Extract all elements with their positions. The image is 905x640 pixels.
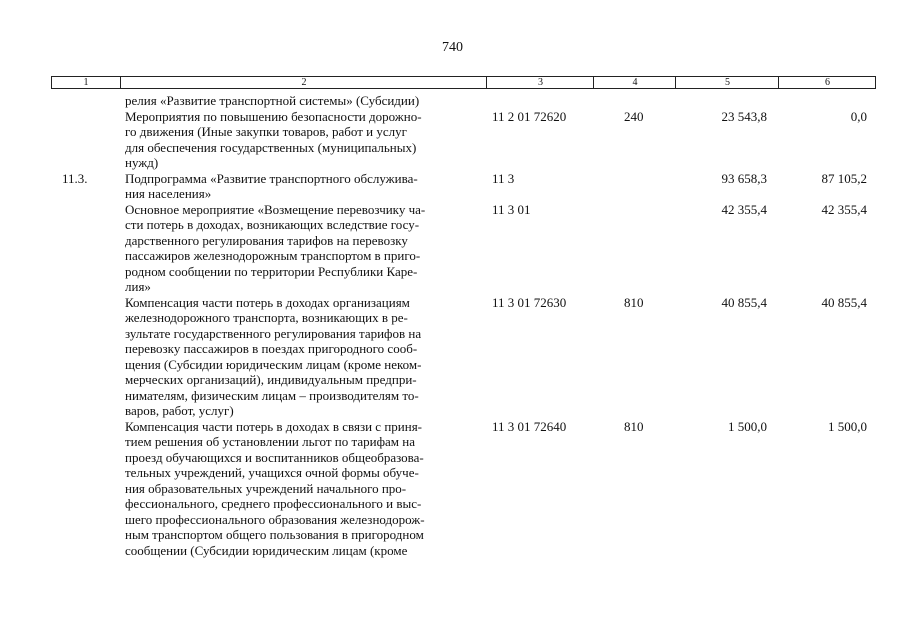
row-description-line: Мероприятия по повышению безопасности дорожно- [125,108,422,124]
row-description-line: Компенсация части потерь в доходах организациям [125,294,410,310]
row-expense-type: 240 [624,108,644,124]
row-description-line: щения (Субсидии юридическим лицам (кроме неком- [125,356,422,372]
header-col-2: 2 [120,77,487,88]
row-description-line: лия» [125,279,151,294]
row-description-line: тием решения об установлении льгот по тарифам на [125,434,415,449]
row-expense-type: 810 [624,418,644,434]
row-value-col5: 93 658,3 [721,170,767,186]
row-code: 11 3 01 [492,201,531,217]
row-description-line: сти потерь в доходах, возникающих вследствие госу- [125,217,420,232]
row-description-line: ным транспортом общего пользования в пригородном [125,527,424,542]
row-description-line: шего профессионального образования железнодорож- [125,511,425,527]
row-value-col5: 1 500,0 [728,418,767,434]
row-description-line: перевозку пассажиров в поездах пригородного сооб- [125,341,418,356]
row-description-line: родном сообщении по территории Республики Каре- [125,263,418,279]
row-code: 11 3 01 72630 [492,294,567,310]
row-description-line: тельных учреждений, учащихся очной формы обуче- [125,465,419,480]
row-value-col5: 40 855,4 [721,294,767,310]
row-description-line: дарственного регулирования тарифов на перевозку [125,232,408,248]
row-description-line: релия «Развитие транспортной системы» (Субсидии) [125,93,420,108]
row-description-line: пассажиров железнодорожным транспортом в приго- [125,248,421,263]
row-description-line: фессионального, среднего профессионального и выс- [125,496,422,511]
row-code: 11 3 [492,170,515,186]
row-description-line: ния образовательных учреждений начального про- [125,480,407,496]
row-description-line: мерческих организаций), индивидуальным предпри- [125,372,417,387]
row-description-line: го движения (Иные закупки товаров, работ и услуг [125,124,407,139]
row-code: 11 3 01 72640 [492,418,567,434]
row-description-line: для обеспечения государственных (муниципальных) [125,139,417,155]
row-description-line: сообщении (Субсидии юридическим лицам (кроме [125,542,408,558]
row-value-col6: 0,0 [850,108,867,124]
header-col-5: 5 [675,77,779,88]
row-value-col5: 42 355,4 [721,201,767,217]
header-col-6: 6 [778,77,876,88]
row-code: 11 2 01 72620 [492,108,567,124]
row-value-col6: 87 105,2 [821,170,867,186]
table-header [51,76,876,89]
row-number: 11.3. [62,170,88,186]
header-col-1: 1 [83,77,89,88]
page-number: 740 [442,40,463,55]
row-description-line: нимателям, физическим лицам – производителям то- [125,387,419,403]
row-description-line: нужд) [125,155,159,170]
header-col-3: 3 [486,77,594,88]
row-description-line: Подпрограмма «Развитие транспортного обслужива- [125,170,418,186]
row-value-col6: 42 355,4 [821,201,867,217]
row-description-line: варов, работ, услуг) [125,403,234,418]
row-description-line: проезд обучающихся и воспитанников общеобразова- [125,449,424,465]
row-description-line: Основное мероприятие «Возмещение перевозчику ча- [125,201,426,217]
row-description-line: зультате государственного регулирования тарифов на [125,325,422,341]
row-description-line: железнодорожного транспорта, возникающих в ре- [125,310,408,325]
row-description-line: ния населения» [125,186,212,201]
row-value-col6: 1 500,0 [828,418,867,434]
row-value-col6: 40 855,4 [821,294,867,310]
row-expense-type: 810 [624,294,644,310]
row-value-col5: 23 543,8 [721,108,767,124]
header-col-4: 4 [593,77,676,88]
row-description-line: Компенсация части потерь в доходах в связи с приня- [125,418,423,434]
